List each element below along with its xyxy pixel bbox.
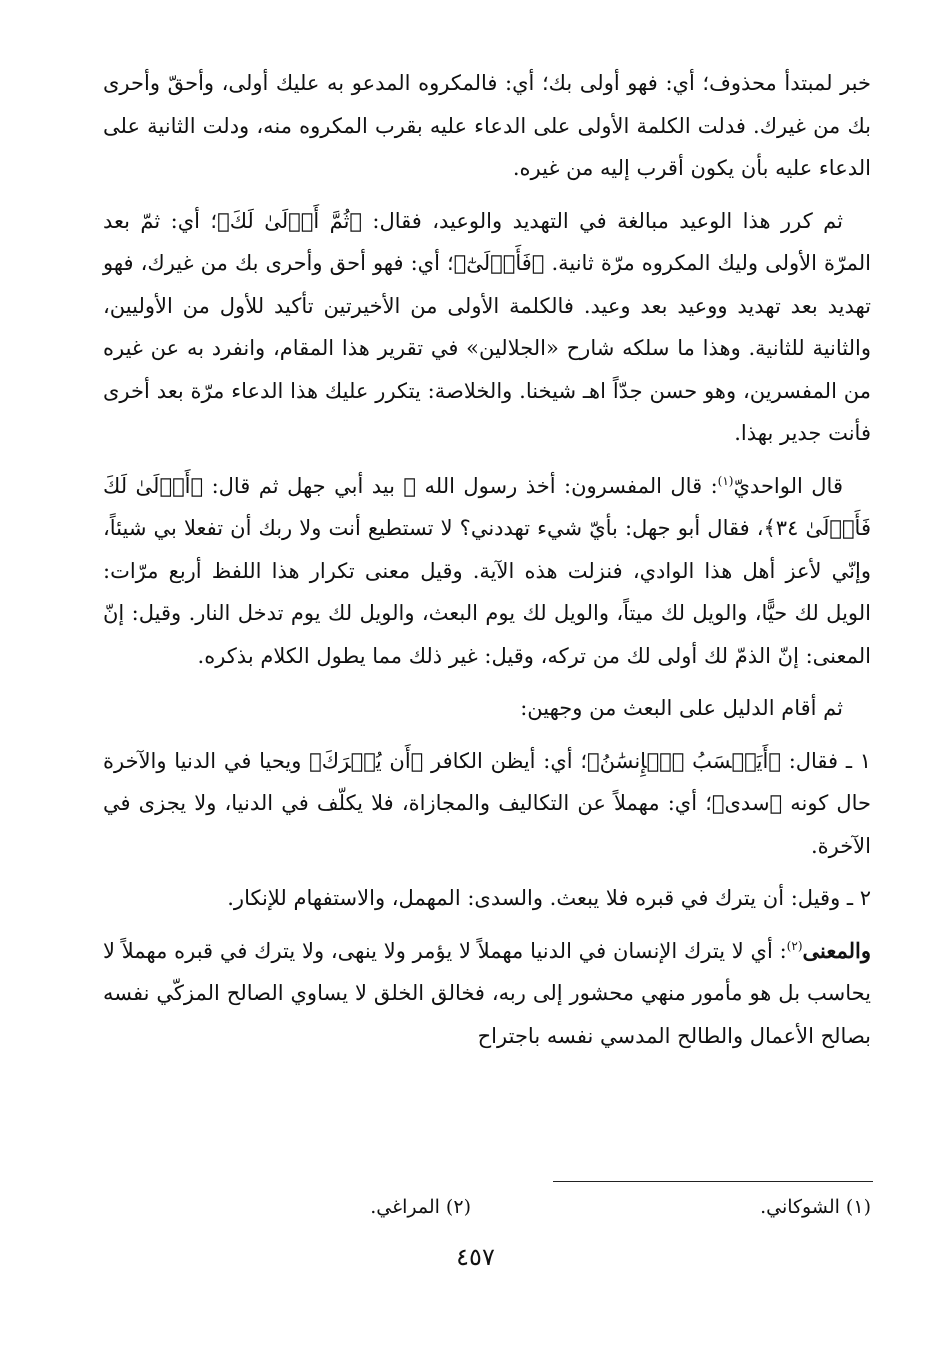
paragraph-2: ثم كرر هذا الوعيد مبالغة في التهديد والوعيد، فقال: ﴿ثُمَّ أَوۡلَىٰ لَكَ﴾؛ أي: ثمّ بعد المرّة الأولى وليك المكروه مرّة ثانية. ﴿فَأَوۡلَىٰٓ﴾؛ أي: فهو أحق وأحرى بك من غيرك، فهو تهديد بعد تهديد ووعيد بعد وعيد. فالكلمة الأولى من الأخيرتين تأكيد للأول من الأوليين، والثانية للثانية. وهذا ما سلكه شارح «الجلالين» في تقرير هذا المقام، وانفرد به عن غيره من المفسرين، وهو حسن جدّاً اهـ شيخنا. والخلاصة: يتكرر عليك هذا الدعاء مرّة بعد أخرى فأنت جدير بهذا. <box>103 208 871 445</box>
footnote-1: (١) الشوكاني. <box>760 1196 871 1218</box>
paragraph-5: ١ ـ فقال: ﴿أَيَحۡسَبُ ٱلۡإِنسَٰنُ﴾؛ أي: أيظن الكافر ﴿أَن يُتۡرَكَ﴾ ويحيا في الدنيا والآخرة حال كونه ﴿سدى﴾؛ أي: مهملاً عن التكاليف والمجازاة، فلا يكلّف في الدنيا، ولا يجزى في الآخرة. <box>103 748 871 858</box>
paragraph-3-lead: قال الواحديّ <box>733 473 843 498</box>
paragraph-3 <box>103 465 871 678</box>
footnote-ref-1: (١) <box>717 473 734 488</box>
paragraph-1: خبر لمبتدأ محذوف؛ أي: فهو أولى بك؛ أي: فالمكروه المدعو به عليك أولى، وأحقّ وأحرى بك من غيرك. فدلت الكلمة الأولى على الدعاء عليه بقرب المكروه منه، ودلت الثانية على الدعاء عليه بأن يكون أقرب إليه من غيره. <box>103 71 871 180</box>
footnotes <box>103 1196 871 1230</box>
paragraph-7 <box>103 930 871 1058</box>
footnote-2: (٢) المراغي. <box>370 1196 471 1218</box>
paragraph-4: ثم أقام الدليل على البعث من وجهين: <box>520 696 843 720</box>
main-text <box>103 62 871 1067</box>
paragraph-7-lead: والمعنى <box>802 937 871 963</box>
footnote-separator <box>553 1181 873 1182</box>
page-number: ٤٥٧ <box>456 1243 495 1271</box>
paragraph-3-text: : قال المفسرون: أخذ رسول الله ﷺ بيد أبي جهل ثم قال: ﴿أَوۡلَىٰ لَكَ فَأَوۡلَىٰ ٣٤﴾، فقال أبو جهل: بأيّ شيء تهددني؟ لا تستطيع أنت ولا ربك أن تفعلا بي شيئاً، وإنّي لأعز أهل هذا الوادي، فنزلت هذه الآية. وقيل معنى تكرار هذا اللفظ أربع مرّات: الويل لك حيًّا، والويل لك ميتاً، والويل لك يوم البعث، والويل لك يوم تدخل النار. وقيل: إنّ المعنى: إنّ الذمّ لك أولى لك من تركه، وقيل: غير ذلك مما يطول الكلام بذكره. <box>103 473 871 668</box>
paragraph-7-text: : أي لا يترك الإنسان في الدنيا مهملاً لا يؤمر ولا ينهى، ولا يترك في قبره مهملاً لا يحاسب بل هو مأمور منهي محشور إلى ربه، فخالق الخلق لا يساوي الصالح المزكّي نفسه بصالح الأعمال والطالح المدسي نفسه باجتراح <box>103 938 871 1048</box>
footnote-ref-2: (٢) <box>786 938 803 953</box>
paragraph-6: ٢ ـ وقيل: أن يترك في قبره فلا يبعث. والسدى: المهمل، والاستفهام للإنكار. <box>227 886 871 910</box>
